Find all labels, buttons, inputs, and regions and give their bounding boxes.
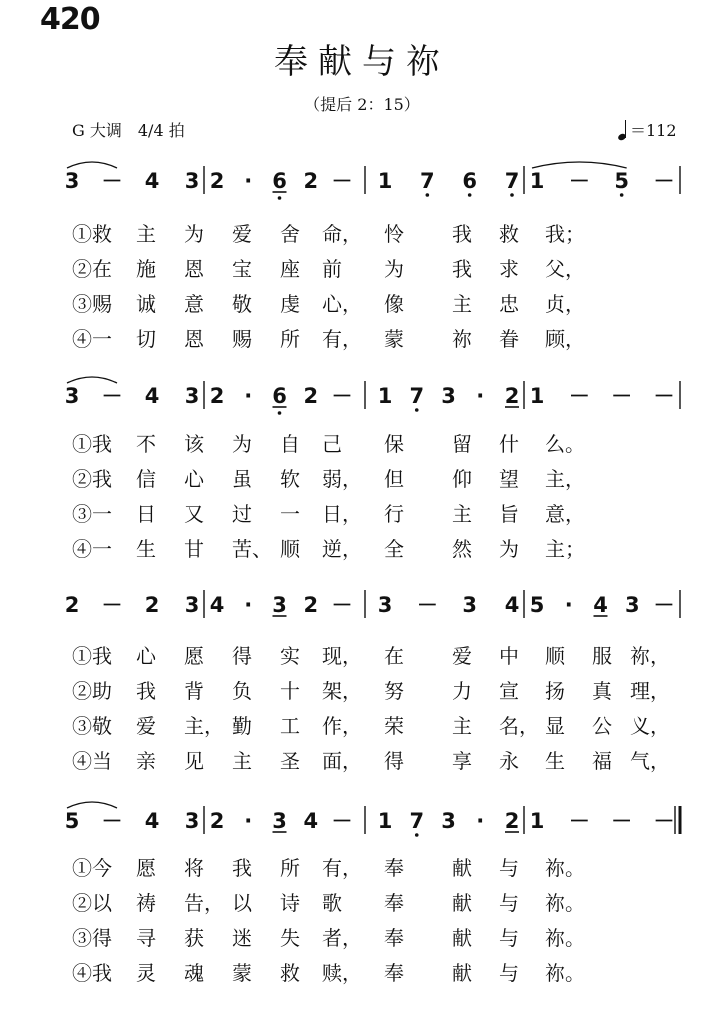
lyric-syllable: ③得 <box>72 926 112 950</box>
lyric-syllable: 宝 <box>232 257 252 281</box>
lyric-syllable: 爱 <box>452 644 472 668</box>
dot-sign: · <box>476 809 485 833</box>
lyric-syllable: 主 <box>452 502 472 526</box>
lyric-syllable: 虽 <box>232 467 252 491</box>
lyric-syllable: 行 <box>384 502 404 526</box>
lyric-syllable: 但 <box>384 467 404 491</box>
lyric-syllable: 所 <box>280 327 300 351</box>
dot-sign: · <box>564 593 573 617</box>
lyric-syllable: 意， <box>545 502 585 526</box>
lyric-syllable: 我 <box>232 856 252 880</box>
note: 3 <box>624 593 640 617</box>
lyric-syllable: 命， <box>322 222 362 246</box>
lyric-syllable: 奉 <box>384 891 404 915</box>
slur <box>532 162 627 168</box>
lyric-syllable: 诚 <box>136 292 156 316</box>
lyric-syllable: ①我 <box>72 644 112 668</box>
dash: － <box>331 169 353 193</box>
note: 5 <box>614 169 629 193</box>
lyric-syllable: 么。 <box>545 432 585 456</box>
octave-dot <box>468 193 472 197</box>
lyric-syllable: 理， <box>630 679 670 703</box>
lyric-syllable: 顺 <box>280 537 300 561</box>
lyric-syllable: 我 <box>452 222 472 246</box>
lyric-syllable: 现， <box>322 644 362 668</box>
note: 4 <box>144 384 160 408</box>
lyric-syllable: 圣 <box>280 749 300 773</box>
lyric-syllable: 我； <box>545 222 585 246</box>
note: 1 <box>377 384 393 408</box>
dash: － <box>101 809 123 833</box>
lyric-syllable: 愿 <box>184 644 204 668</box>
lyric-syllable: 将 <box>184 856 204 880</box>
lyric-syllable: 扬 <box>545 679 565 703</box>
lyric-syllable: 日， <box>322 502 362 526</box>
lyric-syllable: 又 <box>184 502 204 526</box>
octave-dot <box>415 408 419 412</box>
lyric-syllable: 为 <box>499 537 519 561</box>
lyric-syllable: 弱， <box>322 467 362 491</box>
lyric-syllable: 气， <box>630 749 670 773</box>
note: 7 <box>409 384 425 408</box>
note: 4 <box>504 593 520 617</box>
lyric-syllable: 勤 <box>232 714 252 738</box>
lyric-syllable: 救 <box>499 222 519 246</box>
slur <box>67 162 117 168</box>
lyric-syllable: 顺 <box>545 644 565 668</box>
note: 1 <box>377 169 393 193</box>
lyric-syllable: 得 <box>232 644 252 668</box>
note: 3 <box>272 809 287 833</box>
lyric-syllable: 然 <box>452 537 472 561</box>
lyric-syllable: 获 <box>184 926 204 950</box>
lyric-syllable: 虔 <box>280 292 300 316</box>
lyric-syllable: 与 <box>499 891 519 915</box>
lyric-syllable: 显 <box>545 714 565 738</box>
note: 3 <box>184 593 200 617</box>
lyric-syllable: 享 <box>452 749 472 773</box>
lyric-syllable: 为 <box>232 432 252 456</box>
lyric-syllable: 信 <box>136 467 156 491</box>
lyric-syllable: 作， <box>322 714 362 738</box>
lyric-syllable: 主， <box>545 467 585 491</box>
lyric-syllable: 心， <box>322 292 362 316</box>
lyric-syllable: 面， <box>322 749 362 773</box>
lyric-syllable: 献 <box>452 891 472 915</box>
lyric-syllable: ②以 <box>72 891 112 915</box>
note: 2 <box>504 384 520 408</box>
lyric-syllable: 怜 <box>384 222 404 246</box>
lyric-syllable: 祷 <box>136 891 156 915</box>
note: 3 <box>184 809 200 833</box>
lyric-syllable: 顾， <box>545 327 585 351</box>
lyric-syllable: 中 <box>499 644 519 668</box>
dash: － <box>568 384 590 408</box>
note: 5 <box>529 593 545 617</box>
note: 2 <box>303 593 319 617</box>
lyric-syllable: 主 <box>452 292 472 316</box>
lyric-syllable: 以 <box>232 891 252 915</box>
dash: － <box>611 809 633 833</box>
lyric-syllable: 爱 <box>232 222 252 246</box>
note: 2 <box>209 384 225 408</box>
lyric-syllable: 生 <box>136 537 156 561</box>
lyric-syllable: 不 <box>136 432 156 456</box>
lyric-syllable: 舍 <box>280 222 300 246</box>
lyric-syllable: 寻 <box>136 926 156 950</box>
note: 1 <box>529 809 545 833</box>
lyric-syllable: 像 <box>384 292 404 316</box>
lyric-syllable: 恩 <box>184 327 204 351</box>
lyric-syllable: 留 <box>452 432 472 456</box>
dot-sign: · <box>244 593 253 617</box>
lyric-syllable: 为 <box>384 257 404 281</box>
lyric-syllable: ③一 <box>72 502 112 526</box>
lyric-syllable: 祢 <box>452 327 472 351</box>
note: 4 <box>593 593 608 617</box>
note: 6 <box>272 169 287 193</box>
lyric-syllable: 名， <box>499 714 539 738</box>
lyric-syllable: 蒙 <box>384 327 404 351</box>
note: 2 <box>144 593 160 617</box>
lyric-syllable: 所 <box>280 856 300 880</box>
dash: － <box>331 384 353 408</box>
dash: － <box>653 593 675 617</box>
lyric-syllable: 服 <box>592 644 612 668</box>
note: 2 <box>209 809 225 833</box>
note: 3 <box>462 593 477 617</box>
lyric-syllable: 亲 <box>136 749 156 773</box>
hymn-title: 奉献与祢 <box>274 42 450 82</box>
lyric-syllable: 我 <box>136 679 156 703</box>
lyric-syllable: 父， <box>545 257 585 281</box>
lyric-syllable: 十 <box>280 679 300 703</box>
note: 4 <box>209 593 225 617</box>
dash: － <box>653 384 675 408</box>
lyric-syllable: 忠 <box>499 292 519 316</box>
note: 7 <box>504 169 520 193</box>
lyric-syllable: 愿 <box>136 856 156 880</box>
dash: － <box>653 809 675 833</box>
note: 3 <box>184 384 200 408</box>
lyric-syllable: 献 <box>452 856 472 880</box>
note: 2 <box>303 169 319 193</box>
note: 2 <box>504 809 520 833</box>
lyric-syllable: 真 <box>592 679 612 703</box>
lyric-syllable: 公 <box>592 714 612 738</box>
lyric-syllable: 献 <box>452 961 472 985</box>
lyric-syllable: 奉 <box>384 856 404 880</box>
lyric-syllable: ④我 <box>72 961 112 985</box>
lyric-syllable: 努 <box>384 679 404 703</box>
octave-dot <box>415 833 419 837</box>
lyric-syllable: 者， <box>322 926 362 950</box>
note: 4 <box>144 809 160 833</box>
lyric-syllable: 保 <box>384 432 404 456</box>
lyric-syllable: 与 <box>499 961 519 985</box>
lyric-syllable: 灵 <box>136 961 156 985</box>
lyric-syllable: 祢。 <box>545 856 585 880</box>
octave-dot <box>510 193 514 197</box>
lyric-syllable: 恩 <box>184 257 204 281</box>
lyric-syllable: ①今 <box>72 856 112 880</box>
note: 4 <box>144 169 160 193</box>
lyric-syllable: 荣 <box>384 714 404 738</box>
lyric-syllable: 献 <box>452 926 472 950</box>
lyric-syllable: 救 <box>280 961 300 985</box>
lyric-syllable: 主 <box>136 222 156 246</box>
lyric-syllable: ②我 <box>72 467 112 491</box>
lyric-syllable: 过 <box>232 502 252 526</box>
dash: － <box>331 809 353 833</box>
lyric-syllable: 自 <box>280 432 300 456</box>
dash: － <box>568 169 590 193</box>
lyric-syllable: ③赐 <box>72 292 112 316</box>
dash: － <box>416 593 438 617</box>
lyric-syllable: 奉 <box>384 926 404 950</box>
note: 3 <box>184 169 200 193</box>
lyric-syllable: 赐 <box>232 327 252 351</box>
octave-dot <box>278 196 282 200</box>
lyric-syllable: 贞， <box>545 292 585 316</box>
note: 5 <box>64 809 80 833</box>
lyric-syllable: ④当 <box>72 749 112 773</box>
lyric-syllable: 主； <box>545 537 585 561</box>
lyric-syllable: ④一 <box>72 537 112 561</box>
dash: － <box>101 593 123 617</box>
slur <box>67 377 117 383</box>
lyric-syllable: 永 <box>499 749 519 773</box>
lyric-syllable: 全 <box>384 537 404 561</box>
lyric-syllable: 宣 <box>499 679 519 703</box>
lyric-syllable: 赎， <box>322 961 362 985</box>
dash: － <box>101 384 123 408</box>
lyric-syllable: 切 <box>136 327 156 351</box>
hymn-number: 420 <box>40 2 100 37</box>
lyric-syllable: ①我 <box>72 432 112 456</box>
dash: － <box>611 384 633 408</box>
lyric-syllable: 苦、 <box>232 537 272 561</box>
lyric-syllable: 有， <box>322 856 362 880</box>
scripture-reference: （提后 2：15） <box>304 95 420 114</box>
lyric-syllable: 施 <box>136 257 156 281</box>
lyric-syllable: 主， <box>184 714 224 738</box>
lyric-syllable: 甘 <box>184 537 204 561</box>
lyric-syllable: 座 <box>280 257 300 281</box>
lyric-syllable: ②在 <box>72 257 112 281</box>
lyric-syllable: 敬 <box>232 292 252 316</box>
dash: － <box>568 809 590 833</box>
dash: － <box>331 593 353 617</box>
lyric-syllable: 一 <box>280 502 300 526</box>
lyric-syllable: 望 <box>499 467 519 491</box>
lyric-syllable: 迷 <box>232 926 252 950</box>
lyric-syllable: 前 <box>322 257 342 281</box>
lyric-syllable: 见 <box>184 749 204 773</box>
lyric-syllable: 祢。 <box>545 926 585 950</box>
dot-sign: · <box>244 169 253 193</box>
lyric-syllable: 得 <box>384 749 404 773</box>
lyric-syllable: 意 <box>184 292 204 316</box>
note: 3 <box>64 384 80 408</box>
lyric-syllable: 逆， <box>322 537 362 561</box>
lyric-syllable: 祢。 <box>545 891 585 915</box>
lyric-syllable: 蒙 <box>232 961 252 985</box>
dot-sign: · <box>244 809 253 833</box>
slur <box>67 802 117 808</box>
lyric-syllable: 工 <box>280 714 300 738</box>
lyric-syllable: ③敬 <box>72 714 112 738</box>
lyric-syllable: 实 <box>280 644 300 668</box>
lyric-syllable: 爱 <box>136 714 156 738</box>
lyric-syllable: 日 <box>136 502 156 526</box>
lyric-syllable: 祢。 <box>545 961 585 985</box>
lyric-syllable: 什 <box>499 432 519 456</box>
note: 3 <box>64 169 80 193</box>
lyric-syllable: 心 <box>136 644 156 668</box>
note: 1 <box>529 169 545 193</box>
lyric-syllable: 背 <box>184 679 204 703</box>
lyric-syllable: 与 <box>499 926 519 950</box>
lyric-syllable: 歌 <box>322 891 342 915</box>
dot-sign: · <box>244 384 253 408</box>
lyric-syllable: ④一 <box>72 327 112 351</box>
lyric-syllable: 福 <box>592 749 612 773</box>
note: 2 <box>209 169 225 193</box>
dash: － <box>101 169 123 193</box>
lyric-syllable: 主 <box>232 749 252 773</box>
note: 4 <box>303 809 319 833</box>
lyric-syllable: 奉 <box>384 961 404 985</box>
lyric-syllable: 眷 <box>499 327 519 351</box>
key-and-time-signature: G 大调 4/4 拍 <box>72 121 185 140</box>
lyric-syllable: 失 <box>280 926 300 950</box>
lyric-syllable: 生 <box>545 749 565 773</box>
lyric-syllable: 仰 <box>452 467 472 491</box>
octave-dot <box>426 193 430 197</box>
lyric-syllable: 告， <box>184 891 224 915</box>
note: 2 <box>303 384 319 408</box>
lyric-syllable: ①救 <box>72 222 112 246</box>
lyric-syllable: 诗 <box>280 891 300 915</box>
note: 7 <box>409 809 425 833</box>
lyric-syllable: 负 <box>232 679 252 703</box>
lyric-syllable: 我 <box>452 257 472 281</box>
octave-dot <box>278 411 282 415</box>
note: 7 <box>420 169 435 193</box>
lyric-syllable: 求 <box>499 257 519 281</box>
lyric-syllable: 软 <box>280 467 300 491</box>
note: 2 <box>64 593 80 617</box>
lyric-syllable: 己 <box>322 432 342 456</box>
lyric-syllable: 心 <box>184 467 204 491</box>
octave-dot <box>620 193 624 197</box>
lyric-syllable: 在 <box>384 644 404 668</box>
lyric-syllable: 义， <box>630 714 670 738</box>
lyric-syllable: 旨 <box>499 502 519 526</box>
lyric-syllable: 魂 <box>184 961 204 985</box>
note: 6 <box>272 384 287 408</box>
dot-sign: · <box>476 384 485 408</box>
lyric-syllable: 祢， <box>630 644 670 668</box>
tempo-value: ＝112 <box>630 121 677 140</box>
lyric-syllable: ②助 <box>72 679 112 703</box>
note: 3 <box>441 384 456 408</box>
note: 1 <box>377 809 393 833</box>
lyric-syllable: 主 <box>452 714 472 738</box>
note: 3 <box>272 593 287 617</box>
note: 6 <box>462 169 477 193</box>
lyric-syllable: 力 <box>452 679 472 703</box>
lyric-syllable: 与 <box>499 856 519 880</box>
note: 3 <box>441 809 456 833</box>
lyric-syllable: 有， <box>322 327 362 351</box>
lyric-syllable: 为 <box>184 222 204 246</box>
lyric-syllable: 该 <box>184 432 204 456</box>
note: 1 <box>529 384 545 408</box>
dash: － <box>653 169 675 193</box>
lyric-syllable: 架， <box>322 679 362 703</box>
note: 3 <box>377 593 393 617</box>
